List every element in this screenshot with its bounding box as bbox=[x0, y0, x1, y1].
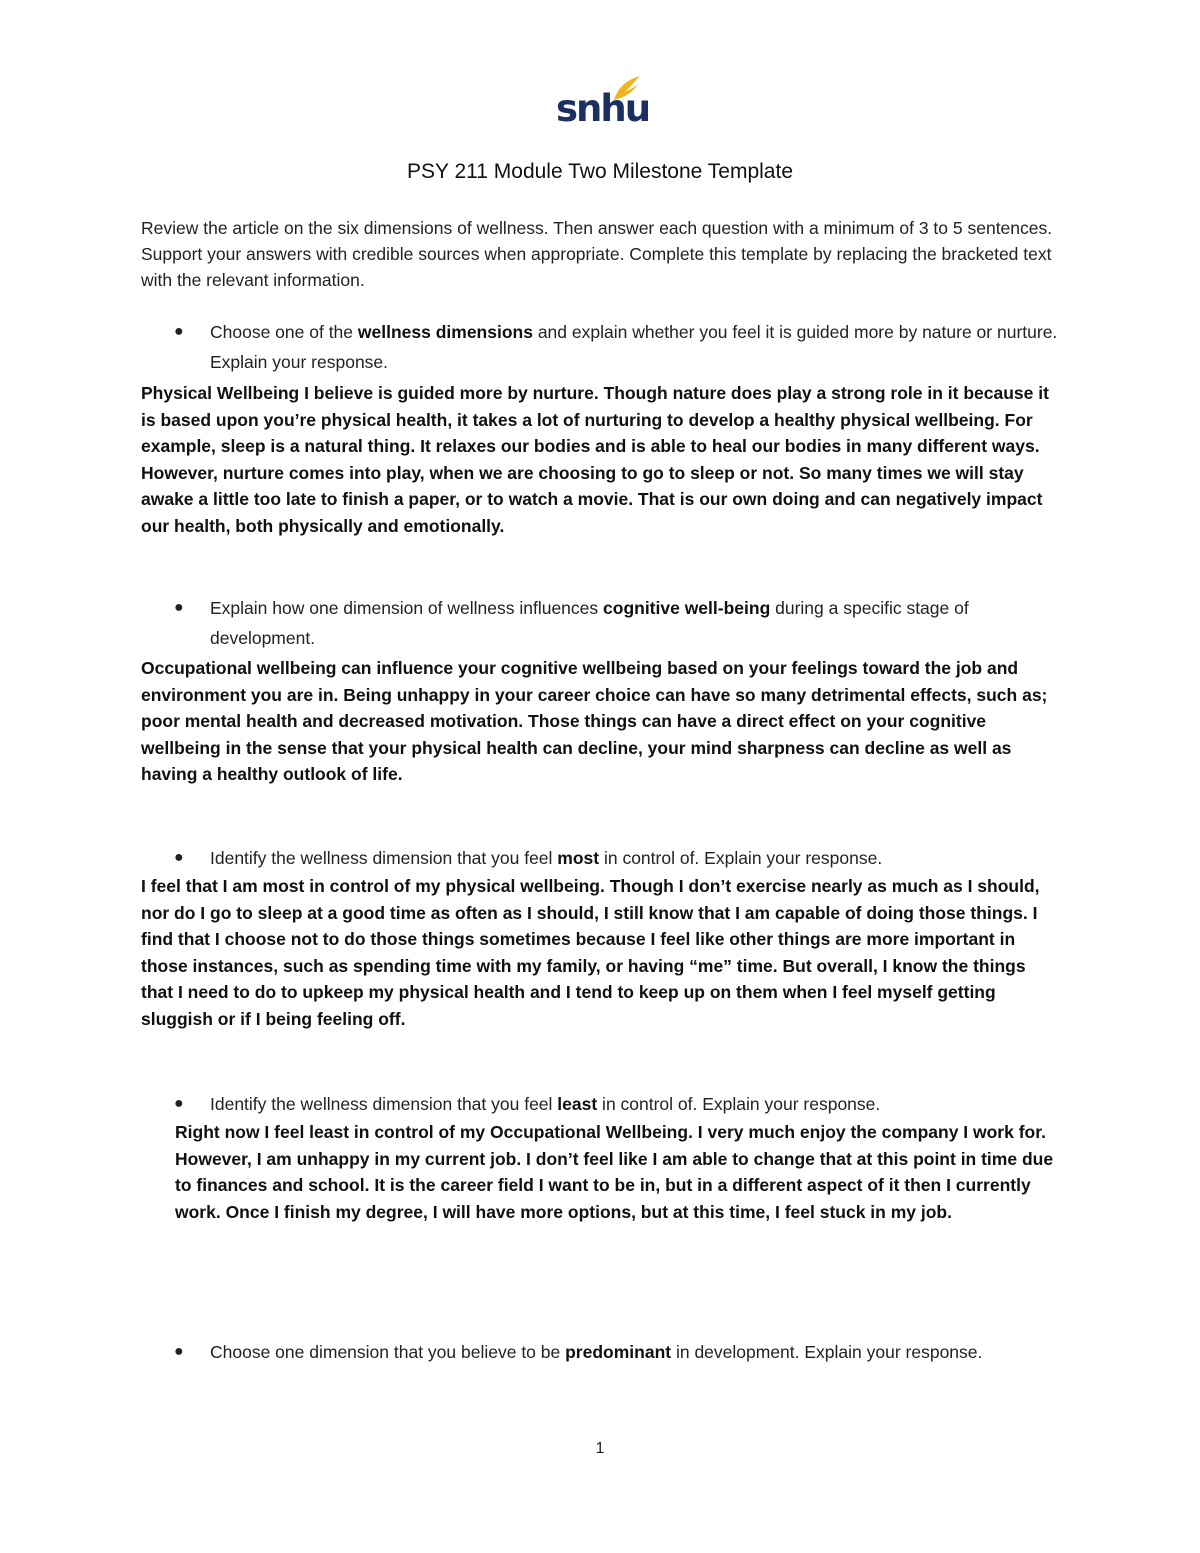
question-4: ● Identify the wellness dimension that you feel least in control of. Explain your response. bbox=[210, 1089, 1070, 1119]
question-1: ● Choose one of the wellness dimensions and explain whether you feel it is guided more by nature or nurture. Explain your response. bbox=[210, 317, 1070, 377]
bullet-icon: ● bbox=[174, 849, 184, 866]
question-5: ● Choose one dimension that you believe to be predominant in development. Explain your response. bbox=[210, 1337, 1070, 1367]
bullet-icon: ● bbox=[174, 599, 184, 616]
bullet-icon: ● bbox=[174, 1343, 184, 1360]
page-number: 1 bbox=[595, 1440, 605, 1457]
question-3-emphasis: most bbox=[557, 848, 600, 868]
answer-3: I feel that I am most in control of my physical wellbeing. Though I don’t exercise nearly as much as I should, nor do I go to sleep at a good time as often as I should, I still know that I am capable of doing those things. I find that I choose not to do those things sometimes because I feel like other things are more important in those instances, such as spending time with my family, or having “me” time. But overall, I know the things that I need to do to upkeep my physical health and I tend to keep up on them when I feel myself getting sluggish or if I being feeling off. bbox=[141, 876, 1040, 1029]
question-3: ● Identify the wellness dimension that you feel most in control of. Explain your response. bbox=[210, 843, 1070, 873]
snhu-logo bbox=[556, 74, 650, 134]
answer-4: Right now I feel least in control of my Occupational Wellbeing. I very much enjoy the company I work for. However, I am unhappy in my current job. I don’t feel like I am able to change that at this point in time due to finances and school. It is the career field I want to be in, but in a different aspect of it then I currently work. Once I finish my degree, I will have more options, but at this time, I feel stuck in my job. bbox=[175, 1122, 1054, 1222]
answer-1: Physical Wellbeing I believe is guided more by nurture. Though nature does play a strong role in it because it is based upon you’re physical health, it takes a lot of nurturing to develop a healthy physical wellbeing. For example, sleep is a natural thing. It relaxes our bodies and is able to heal our bodies in many different ways. However, nurture comes into play, when we are choosing to go to sleep or not. So many times we will stay awake a little too late to finish a paper, or to watch a movie. That is our own doing and can negatively impact our health, both physically and emotionally. bbox=[141, 383, 1049, 536]
document-title: PSY 211 Module Two Milestone Template bbox=[406, 160, 793, 183]
question-2: ● Explain how one dimension of wellness influences cognitive well-being during a specific stage of development. bbox=[210, 593, 1070, 653]
intro-paragraph: Review the article on the six dimensions of wellness. Then answer each question with a minimum of 3 to 5 sentences. Support your answers with credible sources when appropriate. Complete this template by replacing the bracketed text with the relevant information. bbox=[141, 218, 1053, 290]
bullet-icon: ● bbox=[174, 323, 184, 340]
question-4-emphasis: least bbox=[557, 1094, 598, 1114]
question-1-emphasis: wellness dimensions bbox=[357, 322, 533, 342]
bullet-icon: ● bbox=[174, 1095, 184, 1112]
answer-2: Occupational wellbeing can influence your cognitive wellbeing based on your feelings toward the job and environment you are in. Being unhappy in your career choice can have so many detrimental effects, such as; poor mental health and decreased motivation. Those things can have a direct effect on your cognitive wellbeing in the sense that your physical health can decline, your mind sharpness can decline as well as having a healthy outlook of life. bbox=[141, 658, 1048, 784]
logo-text: snhu bbox=[556, 87, 650, 130]
question-2-emphasis: cognitive well-being bbox=[603, 598, 771, 618]
question-5-emphasis: predominant bbox=[565, 1342, 672, 1362]
